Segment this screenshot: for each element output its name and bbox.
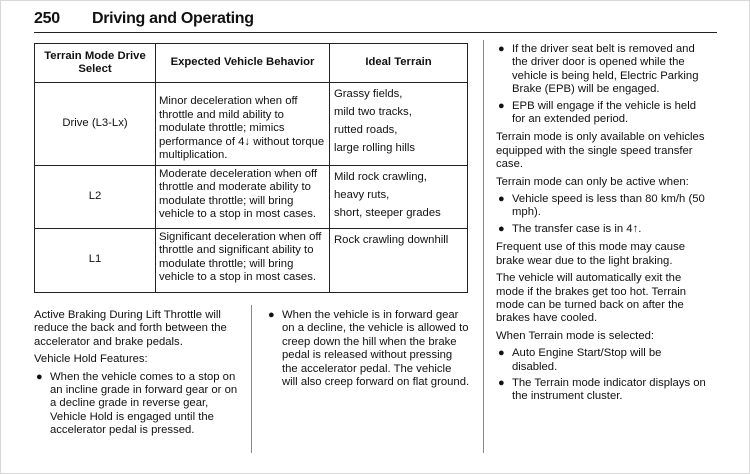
table-row	[35, 83, 468, 166]
header-behavior: Expected Vehicle Behavior	[156, 44, 330, 83]
bullet-item	[496, 193, 708, 220]
bullet-icon: ●	[498, 43, 505, 55]
bullet-text-end: .	[638, 222, 642, 235]
bullet-item	[34, 371, 246, 438]
bullet-icon: ●	[498, 347, 505, 360]
middle-column	[266, 309, 470, 392]
behavior-cell: Moderate deceleration when off throttle and moderate ability to modulate throttle; will bring vehicle to a stop in most cases.	[156, 165, 330, 228]
mode-cell: Drive (L3-Lx)	[35, 83, 156, 166]
ideal-line: short, steeper grades	[334, 206, 441, 219]
mode-cell: L2	[35, 165, 156, 228]
behavior-cell	[156, 83, 330, 166]
bullet-text: When the vehicle is in forward gear on a decline, the vehicle is allowed to creep down the hill when the brake pedal is released without pressing the accelerator pedal. The vehicle will also creep forward on flat ground.	[282, 309, 470, 389]
bullet-icon: ●	[268, 309, 275, 321]
bullet-icon: ●	[36, 370, 43, 383]
bullet-icon: ●	[498, 222, 505, 235]
bullet-text: Vehicle speed is less than 80 km/h (50 mph).	[512, 193, 705, 219]
table-header-row	[35, 44, 468, 83]
behavior-text: Minor deceleration when off throttle and mild ability to modulate throttle; mimics performance of 4	[159, 95, 298, 148]
bullet-item	[266, 309, 470, 389]
table-row	[35, 228, 468, 292]
behavior-cell: Significant deceleration when off throttle and significant ability to modulate throttle; will bring vehicle to a stop in most cases.	[156, 228, 330, 292]
paragraph: Terrain mode is only available on vehicles equipped with the single speed transfer case.	[496, 131, 705, 171]
ideal-line: Mild rock crawling,	[334, 170, 427, 183]
behavior-text-end: without torque multiplication.	[159, 135, 325, 161]
section-title: Driving and Operating	[92, 10, 254, 27]
terrain-mode-table	[34, 43, 468, 293]
ideal-cell	[330, 83, 468, 166]
bullet-item	[496, 100, 708, 127]
page-number: 250	[34, 10, 60, 27]
left-column	[34, 309, 246, 441]
header-rule	[34, 32, 717, 33]
bullet-item	[496, 377, 708, 404]
ideal-line: large rolling hills	[334, 142, 415, 154]
bullet-text: The transfer case is in 4	[512, 222, 633, 235]
column-divider	[251, 305, 252, 453]
table-row	[35, 165, 468, 228]
paragraph: The vehicle will automatically exit the mode if the brakes get too hot. Terrain mode can be turned back on after the brakes have cooled.	[496, 272, 687, 325]
paragraph: Frequent use of this mode may cause brake wear due to the light braking.	[496, 241, 686, 267]
column-divider	[483, 40, 484, 453]
ideal-cell	[330, 165, 468, 228]
paragraph: Vehicle Hold Features:	[34, 353, 148, 366]
ideal-line: Rock crawling downhill	[334, 233, 449, 246]
bullet-text: EPB will engage if the vehicle is held for an extended period.	[512, 99, 696, 126]
header-mode: Terrain Mode Drive Select	[35, 44, 156, 83]
page-header	[34, 8, 734, 34]
bullet-text: The Terrain mode indicator displays on the instrument cluster.	[512, 376, 706, 403]
bullet-text: Auto Engine Start/Stop will be disabled.	[512, 347, 662, 373]
bullet-text: When the vehicle comes to a stop on an incline grade in forward gear or on a decline grade in reverse gear, Vehicle Hold is engaged until the accelerator pedal is pressed.	[50, 370, 238, 437]
right-column	[496, 43, 708, 407]
mode-cell: L1	[35, 228, 156, 292]
down-arrow-icon: ↓	[244, 135, 251, 148]
bullet-icon: ●	[498, 376, 505, 389]
ideal-line: mild two tracks,	[334, 106, 412, 118]
ideal-line: Grassy fields,	[334, 88, 403, 100]
paragraph: Active Braking During Lift Throttle will reduce the back and forth between the accelerator and brake pedals.	[34, 309, 227, 348]
bullet-item	[496, 43, 708, 97]
paragraph: When Terrain mode is selected:	[496, 329, 655, 342]
bullet-item	[496, 223, 708, 236]
ideal-line: heavy ruts,	[334, 188, 390, 201]
bullet-item	[496, 347, 708, 374]
bullet-icon: ●	[498, 193, 505, 206]
ideal-cell	[330, 228, 468, 292]
header-ideal: Ideal Terrain	[330, 44, 468, 83]
up-arrow-icon: ↑	[632, 222, 639, 235]
bullet-icon: ●	[498, 99, 505, 112]
paragraph: Terrain mode can only be active when:	[496, 175, 689, 188]
ideal-line: rutted roads,	[334, 124, 398, 136]
bullet-text: If the driver seat belt is removed and the driver door is opened while the vehicle is being held, Electric Parking Brake (EPB) will be engaged.	[512, 43, 699, 96]
